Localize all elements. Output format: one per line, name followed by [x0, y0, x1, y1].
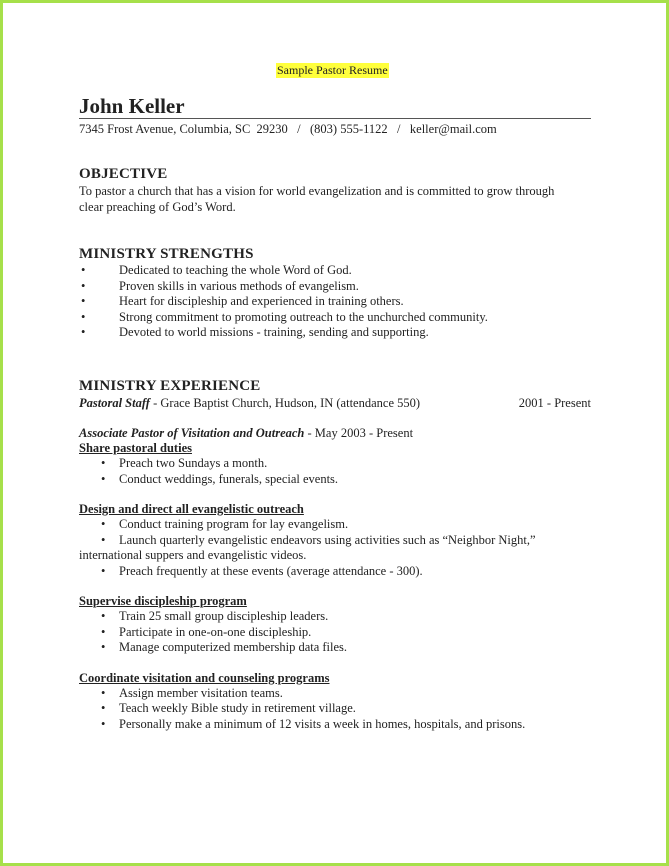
- duty-list: [79, 517, 599, 579]
- list-item: • Strong commitment to promoting outreach to the unchurched community.: [79, 310, 599, 326]
- strengths-heading: MINISTRY STRENGTHS: [79, 246, 254, 262]
- job-detail: - Grace Baptist Church, Hudson, IN (attendance 550): [149, 396, 421, 410]
- resume-page: [3, 3, 666, 863]
- list-item: • Devoted to world missions - training, sending and supporting.: [79, 325, 599, 341]
- duty-list: [79, 686, 599, 733]
- list-item: • Teach weekly Bible study in retirement village.: [79, 701, 599, 717]
- experience-section: [79, 377, 599, 732]
- duty-group-discipleship: [79, 594, 599, 656]
- contact-line: 7345 Frost Avenue, Columbia, SC 29230 / (803) 555-1122 / keller@mail.com: [79, 122, 497, 136]
- duty-heading: Design and direct all evangelistic outreach: [79, 502, 304, 516]
- list-item: • Participate in one-on-one discipleship.: [79, 625, 599, 641]
- duty-list: [79, 609, 599, 656]
- job-title: Associate Pastor of Visitation and Outreach: [79, 426, 305, 440]
- list-item: • Manage computerized membership data files.: [79, 640, 599, 656]
- strengths-list: [79, 263, 599, 341]
- job-title: Pastoral Staff: [79, 396, 150, 410]
- strengths-section: [79, 245, 599, 341]
- job-pastoral-staff: [79, 395, 599, 411]
- list-item: • Heart for discipleship and experienced in training others.: [79, 294, 599, 310]
- job-detail: - May 2003 - Present: [304, 426, 414, 440]
- list-item: • Personally make a minimum of 12 visits a week in homes, hospitals, and prisons.: [79, 717, 599, 733]
- objective-text-line-1: To pastor a church that has a vision for world evangelization and is committed to grow through: [79, 184, 555, 198]
- list-item: • Proven skills in various methods of evangelism.: [79, 279, 599, 295]
- duty-heading: Coordinate visitation and counseling programs: [79, 670, 330, 685]
- duty-heading: Share pastoral duties: [79, 441, 192, 455]
- document-title: Sample Pastor Resume: [277, 63, 388, 77]
- duty-group-pastoral: [79, 441, 599, 487]
- list-item: • Conduct weddings, funerals, special events.: [79, 472, 599, 488]
- applicant-name: John Keller: [79, 94, 185, 118]
- duty-list: [79, 456, 599, 487]
- list-item-text: Launch quarterly evangelistic endeavors using activities such as “Neighbor Night,”: [119, 532, 536, 547]
- list-item: • Preach frequently at these events (average attendance - 300).: [79, 564, 599, 580]
- list-item: • Dedicated to teaching the whole Word of God.: [79, 263, 599, 279]
- objective-heading: OBJECTIVE: [79, 166, 168, 182]
- objective-text-line-2: clear preaching of God’s Word.: [79, 200, 236, 214]
- header-divider: [79, 118, 591, 119]
- list-item-continuation: international suppers and evangelistic videos.: [79, 548, 307, 562]
- duty-heading: Supervise discipleship program: [79, 594, 247, 608]
- duty-group-evangelistic: [79, 502, 599, 579]
- list-item: • Conduct training program for lay evangelism.: [79, 517, 599, 533]
- job-associate-pastor: [79, 425, 599, 441]
- objective-section: [79, 165, 599, 215]
- experience-heading: MINISTRY EXPERIENCE: [79, 378, 261, 394]
- job-dates: 2001 - Present: [518, 396, 591, 410]
- list-item: • Preach two Sundays a month.: [79, 456, 599, 472]
- list-item: [79, 533, 599, 564]
- list-item: • Assign member visitation teams.: [79, 686, 599, 702]
- list-item: • Train 25 small group discipleship leaders.: [79, 609, 599, 625]
- duty-group-visitation: [79, 671, 599, 733]
